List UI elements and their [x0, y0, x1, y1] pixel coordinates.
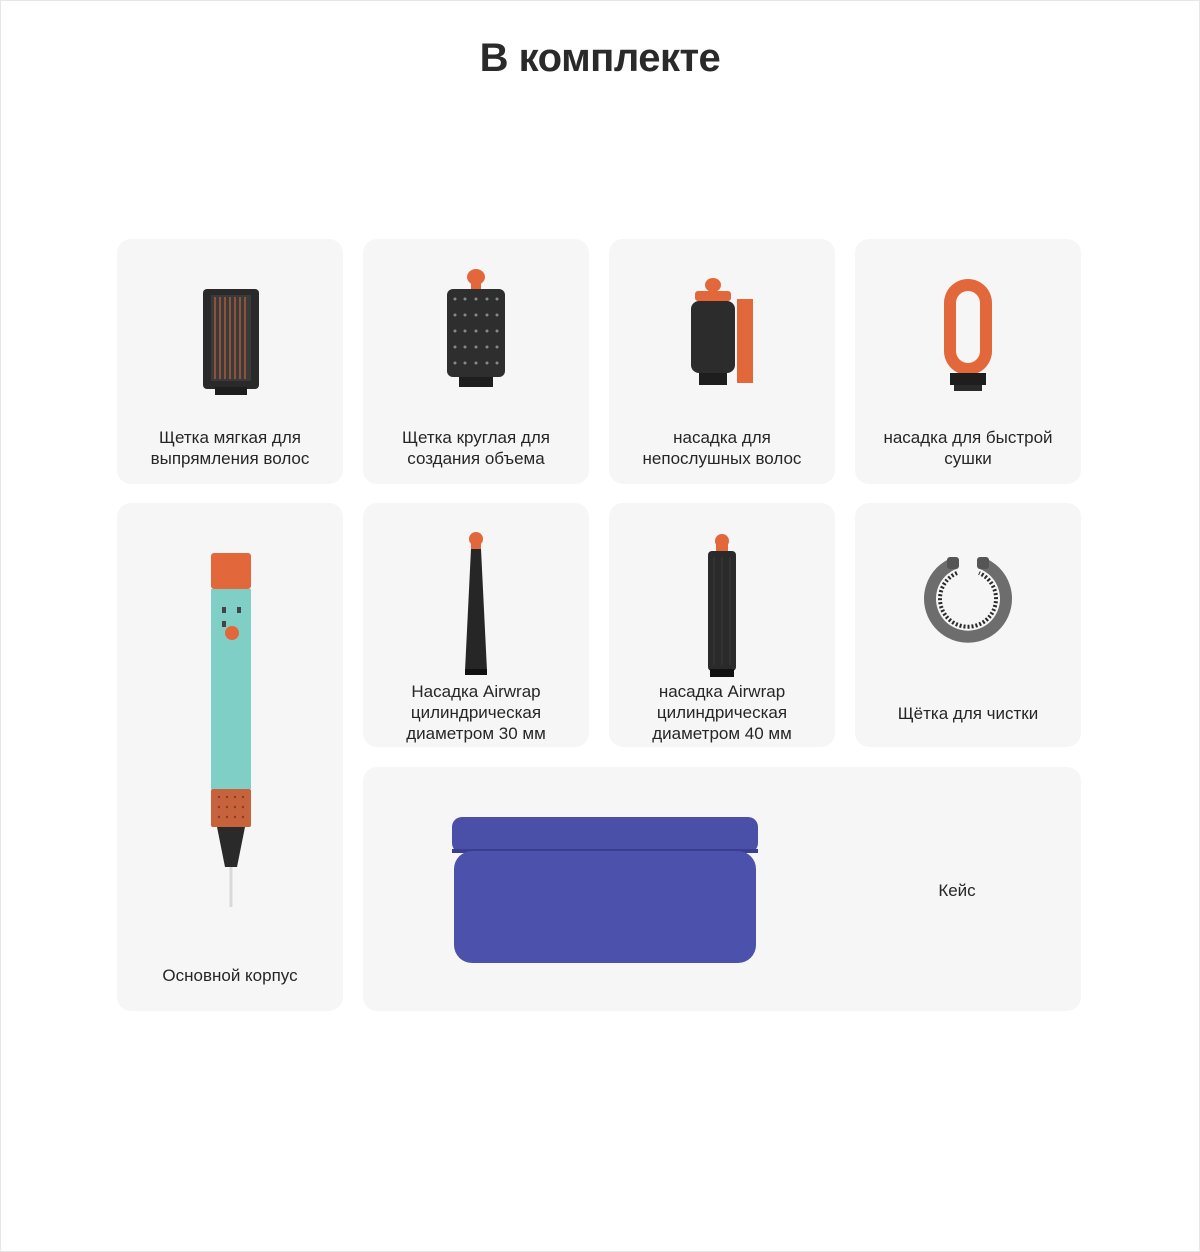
- item-card-case[interactable]: [363, 767, 1081, 1011]
- item-card-cleaning-brush[interactable]: [855, 503, 1081, 747]
- barrel-40mm-icon: [702, 533, 742, 679]
- item-label: Основной корпус: [162, 966, 298, 985]
- item-label: насадка для непослушных волос: [642, 428, 802, 468]
- round-volumising-brush-icon: [441, 267, 511, 397]
- item-card-dryer[interactable]: [855, 239, 1081, 484]
- page-title: В комплекте: [479, 36, 721, 80]
- item-label: Щетка круглая для создания объема: [402, 428, 550, 468]
- item-card-barrel-30[interactable]: [363, 503, 589, 747]
- smoothing-attachment-icon: [685, 275, 765, 395]
- soft-straightening-brush-icon: [201, 283, 261, 403]
- pre-styling-dryer-icon: [938, 275, 998, 399]
- cleaning-brush-icon: [923, 555, 1013, 645]
- item-card-smoothing[interactable]: [609, 239, 835, 484]
- item-label: Щетка мягкая для выпрямления волос: [150, 428, 310, 468]
- main-body-icon: [201, 547, 261, 917]
- item-label: Насадка Airwrap цилиндрическая диаметром 30 мм: [406, 682, 546, 743]
- item-card-round-brush[interactable]: [363, 239, 589, 484]
- barrel-30mm-icon: [461, 531, 491, 677]
- item-card-soft-brush[interactable]: [117, 239, 343, 484]
- item-label: насадка для быстрой сушки: [883, 428, 1053, 468]
- storage-case-icon: [450, 815, 760, 967]
- item-card-barrel-40[interactable]: [609, 503, 835, 747]
- item-label: Кейс: [938, 881, 976, 900]
- item-label: Щётка для чистки: [897, 704, 1039, 723]
- item-card-main-body[interactable]: [117, 503, 343, 1011]
- item-label: насадка Airwrap цилиндрическая диаметром 40 мм: [652, 682, 792, 743]
